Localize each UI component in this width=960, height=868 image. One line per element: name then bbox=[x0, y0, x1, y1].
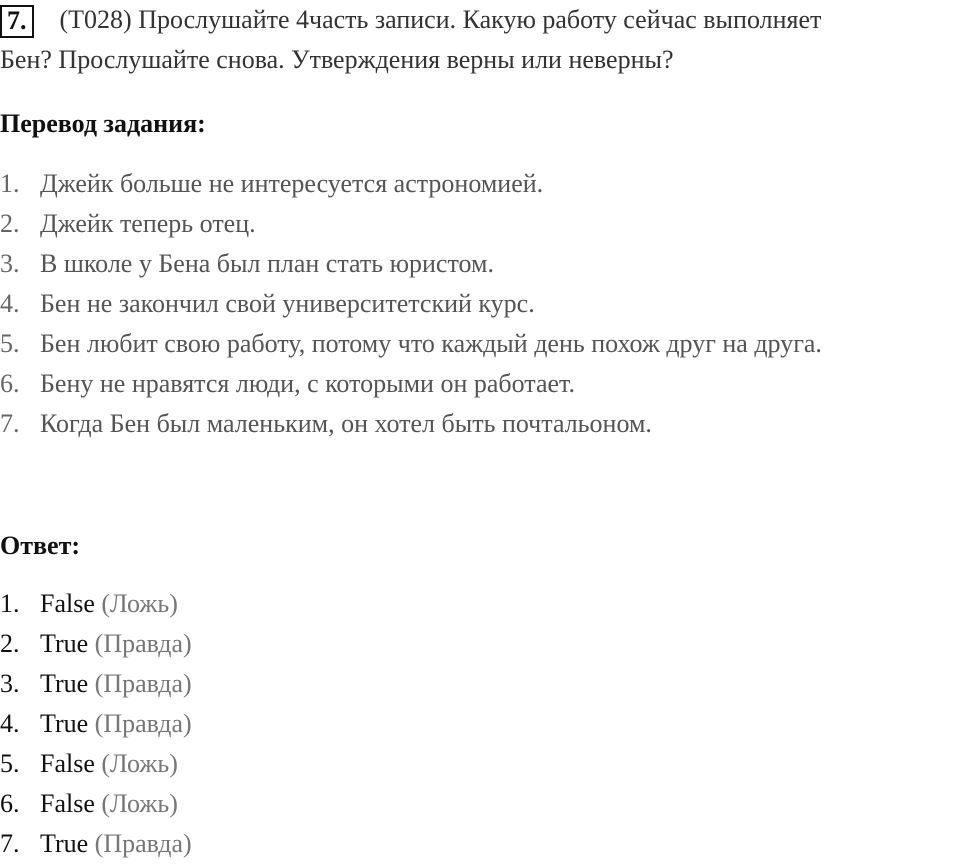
answer-english: True bbox=[40, 709, 89, 738]
answer-number: 5. bbox=[0, 749, 20, 778]
translation-list bbox=[0, 168, 822, 448]
answer-english: False bbox=[40, 789, 95, 818]
translation-item bbox=[0, 408, 822, 448]
translation-item bbox=[0, 288, 822, 328]
answer-english: True bbox=[40, 829, 89, 858]
translation-item bbox=[0, 368, 822, 408]
item-number: 2. bbox=[0, 209, 20, 238]
answer-russian: (Ложь) bbox=[101, 749, 178, 778]
task-number-badge: 7. bbox=[0, 5, 34, 38]
answer-item bbox=[0, 668, 192, 708]
answer-number: 2. bbox=[0, 629, 20, 658]
answer-english: False bbox=[40, 589, 95, 618]
answer-item bbox=[0, 588, 192, 628]
answer-item bbox=[0, 628, 192, 668]
answer-english: True bbox=[40, 669, 89, 698]
answer-english: False bbox=[40, 749, 95, 778]
answer-item bbox=[0, 708, 192, 748]
item-number: 7. bbox=[0, 409, 20, 438]
answer-russian: (Правда) bbox=[94, 669, 192, 698]
answer-russian: (Ложь) bbox=[101, 789, 178, 818]
task-prompt-line-2: Бен? Прослушайте снова. Утверждения верны или неверны? bbox=[0, 45, 674, 74]
answer-item bbox=[0, 828, 192, 868]
translation-item bbox=[0, 208, 822, 248]
answer-russian: (Правда) bbox=[94, 629, 192, 658]
task-prompt-line-1 bbox=[0, 4, 821, 38]
answer-item bbox=[0, 788, 192, 828]
item-text: Бен не закончил свой университетский курс. bbox=[40, 289, 535, 318]
answer-russian: (Правда) bbox=[94, 709, 192, 738]
answer-russian: (Ложь) bbox=[101, 589, 178, 618]
item-text: Джейк теперь отец. bbox=[40, 209, 256, 238]
answer-number: 1. bbox=[0, 589, 20, 618]
item-text: Бену не нравятся люди, с которыми он работает. bbox=[40, 369, 575, 398]
answer-russian: (Правда) bbox=[94, 829, 192, 858]
item-text: Джейк больше не интересуется астрономией. bbox=[40, 169, 544, 198]
item-number: 5. bbox=[0, 329, 20, 358]
item-number: 3. bbox=[0, 249, 20, 278]
item-number: 4. bbox=[0, 289, 20, 318]
item-text: В школе у Бена был план стать юристом. bbox=[40, 249, 494, 278]
answer-english: True bbox=[40, 629, 89, 658]
item-number: 1. bbox=[0, 169, 20, 198]
answer-heading: Ответ: bbox=[0, 531, 81, 560]
translation-item bbox=[0, 328, 822, 368]
answer-number: 4. bbox=[0, 709, 20, 738]
task-prompt-text-1: (T028) Прослушайте 4часть записи. Какую работу сейчас выполняет bbox=[59, 5, 822, 34]
answer-number: 7. bbox=[0, 829, 20, 858]
item-text: Бен любит свою работу, потому что каждый день похож друг на друга. bbox=[40, 329, 822, 358]
item-number: 6. bbox=[0, 369, 20, 398]
translation-heading: Перевод задания: bbox=[0, 109, 206, 138]
answer-list bbox=[0, 588, 192, 868]
answer-number: 3. bbox=[0, 669, 20, 698]
answer-number: 6. bbox=[0, 789, 20, 818]
item-text: Когда Бен был маленьким, он хотел быть почтальоном. bbox=[40, 409, 652, 438]
translation-item bbox=[0, 168, 822, 208]
answer-item bbox=[0, 748, 192, 788]
translation-item bbox=[0, 248, 822, 288]
